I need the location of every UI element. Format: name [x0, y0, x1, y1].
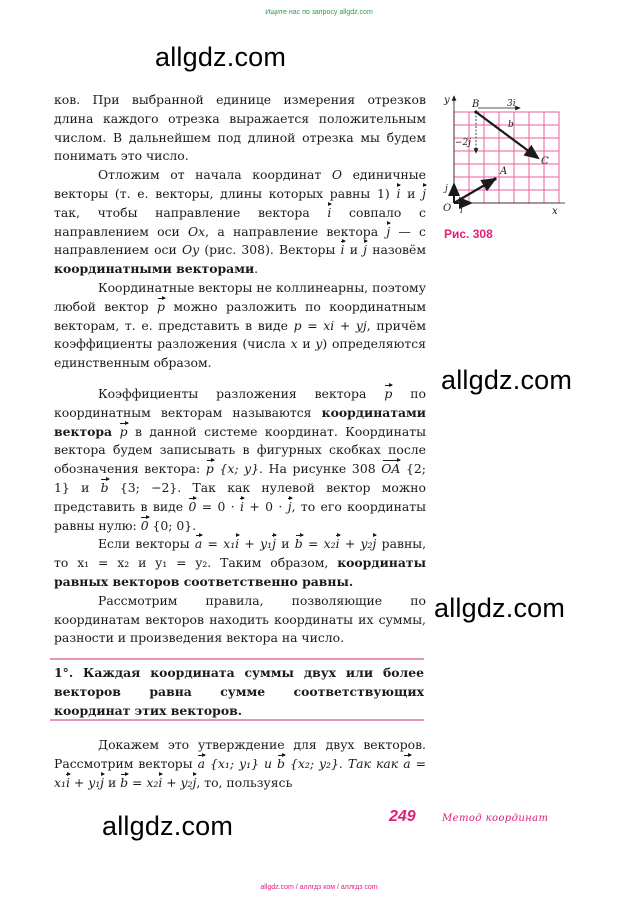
- vector-b: b: [120, 774, 129, 790]
- running-title: Метод координат: [442, 813, 549, 824]
- vector-j: j: [100, 774, 105, 790]
- watermark: allgdz.com: [155, 42, 287, 72]
- formula: p = xi + yj: [293, 317, 367, 333]
- theorem-rule-bottom: [50, 719, 424, 721]
- label-x: x: [552, 206, 558, 217]
- point-a: [493, 177, 496, 180]
- term-bold: координатными векторами: [54, 261, 255, 277]
- vector-i: i: [240, 498, 244, 514]
- bottom-note: allgdz.com / аллгдз ком / аллгдз com: [260, 884, 378, 891]
- figure-308: [438, 90, 568, 220]
- vector-i: i: [396, 185, 401, 201]
- vector-p: p: [205, 461, 214, 477]
- term-bold: координатами вектора: [54, 404, 426, 439]
- vector-zero: 0: [188, 498, 197, 514]
- label-j: j: [445, 184, 448, 194]
- vector-p: p: [119, 423, 128, 439]
- vector-i: i: [335, 536, 340, 552]
- vector-p: p: [384, 386, 393, 401]
- label-m2j: −2j: [455, 138, 472, 148]
- watermark: allgdz.com: [441, 365, 573, 395]
- vector-oa: OA: [381, 461, 401, 477]
- vector-j: j: [272, 536, 276, 552]
- watermark: allgdz.com: [102, 811, 234, 841]
- label-b-point: B: [472, 99, 480, 110]
- vector-p: p: [157, 298, 165, 314]
- body-text-upper: [54, 91, 426, 373]
- watermark: allgdz.com: [434, 593, 566, 623]
- vector-j: j: [192, 774, 197, 790]
- label-i: i: [460, 206, 463, 216]
- label-o: O: [443, 203, 452, 214]
- label-b-vector: b: [508, 120, 514, 130]
- paragraph: Рассмотрим правила, позволяющие по координатам векторов находить координаты их суммы, разности и произведения вектора на число.: [54, 592, 426, 646]
- vector-b: b: [277, 755, 285, 771]
- vector-a: a: [197, 755, 206, 771]
- vector-i: i: [340, 242, 345, 258]
- vector-j: j: [386, 223, 391, 239]
- paragraph: Докажем это утверждение для двух векторов. Рассмотрим векторы a {x₁; y₁} и b {x₂; y₂}. Так как a = x₁i + y₁j и b = x₂i + y₂j, то, пользуясь: [54, 737, 426, 790]
- label-a-point: A: [500, 166, 508, 177]
- top-note: Ищите нас по запросу allgdz.com: [265, 9, 373, 16]
- vector-a: a: [194, 536, 203, 552]
- figure-caption: Рис. 308: [444, 227, 493, 241]
- body-text-middle: [54, 385, 426, 648]
- body-text-lower: [54, 736, 426, 792]
- paragraph: Координатные векторы не коллинеарны, поэтому любой вектор p можно разложить по координатным векторам, т. е. представить в виде p = xi + yj, причём коэффициенты разложения (числа x и y) определяются единственным образом.: [54, 279, 427, 371]
- paragraph: Отложим от начала координат O единичные векторы (т. е. векторы, длины которых равны 1) i и j так, чтобы направление вектора i совпало с направлением оси Ox, а направление вектора j — с направлением оси Oy (рис. 308). Векторы i и j назовём координатными векторами.: [54, 167, 427, 277]
- vector-i: i: [327, 204, 332, 220]
- vector-i: i: [235, 536, 240, 552]
- term-bold: координаты равных векторов соответственно равны.: [54, 555, 426, 589]
- vector-j: j: [287, 498, 292, 514]
- vector-b: b: [100, 479, 109, 495]
- paragraph: ков. При выбранной единице измерения отрезков длина каждого отрезка выражается положительным числом. В дальнейшем под длиной отрезка мы будем понимать это число.: [54, 92, 426, 164]
- vector-b: b: [294, 536, 303, 552]
- page-number: 249: [389, 808, 416, 825]
- label-c-point: C: [541, 156, 549, 167]
- vector-i: i: [65, 774, 70, 790]
- vector-a: a: [403, 755, 411, 771]
- vector-j: j: [372, 536, 377, 552]
- theorem-rule-top: [50, 658, 424, 660]
- vector-oa-arrow: [454, 179, 495, 203]
- label-y: y: [444, 95, 450, 106]
- vector-zero: 0: [140, 517, 149, 533]
- paragraph: Если векторы a = x₁i + y₁j и b = x₂i + y₂j равны, то x₁ = x₂ и y₁ = y₂. Таким образом, координаты равных векторов соответственно равны.: [54, 536, 427, 589]
- vector-j: j: [422, 185, 426, 201]
- vector-i: i: [158, 774, 163, 790]
- vector-j: j: [363, 242, 367, 258]
- label-3i: 3i: [507, 99, 516, 109]
- paragraph: Коэффициенты разложения вектора p по координатным векторам называются координатами вектора p в данной системе координат. Координаты вектора будем записывать в фигурных скобках после обозначения вектора: p {x; y}. На рисунке 308 OA {2; 1} и b {3; −2}. Так как нулевой вектор можно представить в виде 0 = 0 · i + 0 · j, то его координаты равны нулю: 0 {0; 0}.: [54, 386, 427, 533]
- theorem: 1°. Каждая координата суммы двух или более векторов равна сумме соответствующих координат этих векторов.: [54, 665, 424, 718]
- point-b: [474, 110, 477, 113]
